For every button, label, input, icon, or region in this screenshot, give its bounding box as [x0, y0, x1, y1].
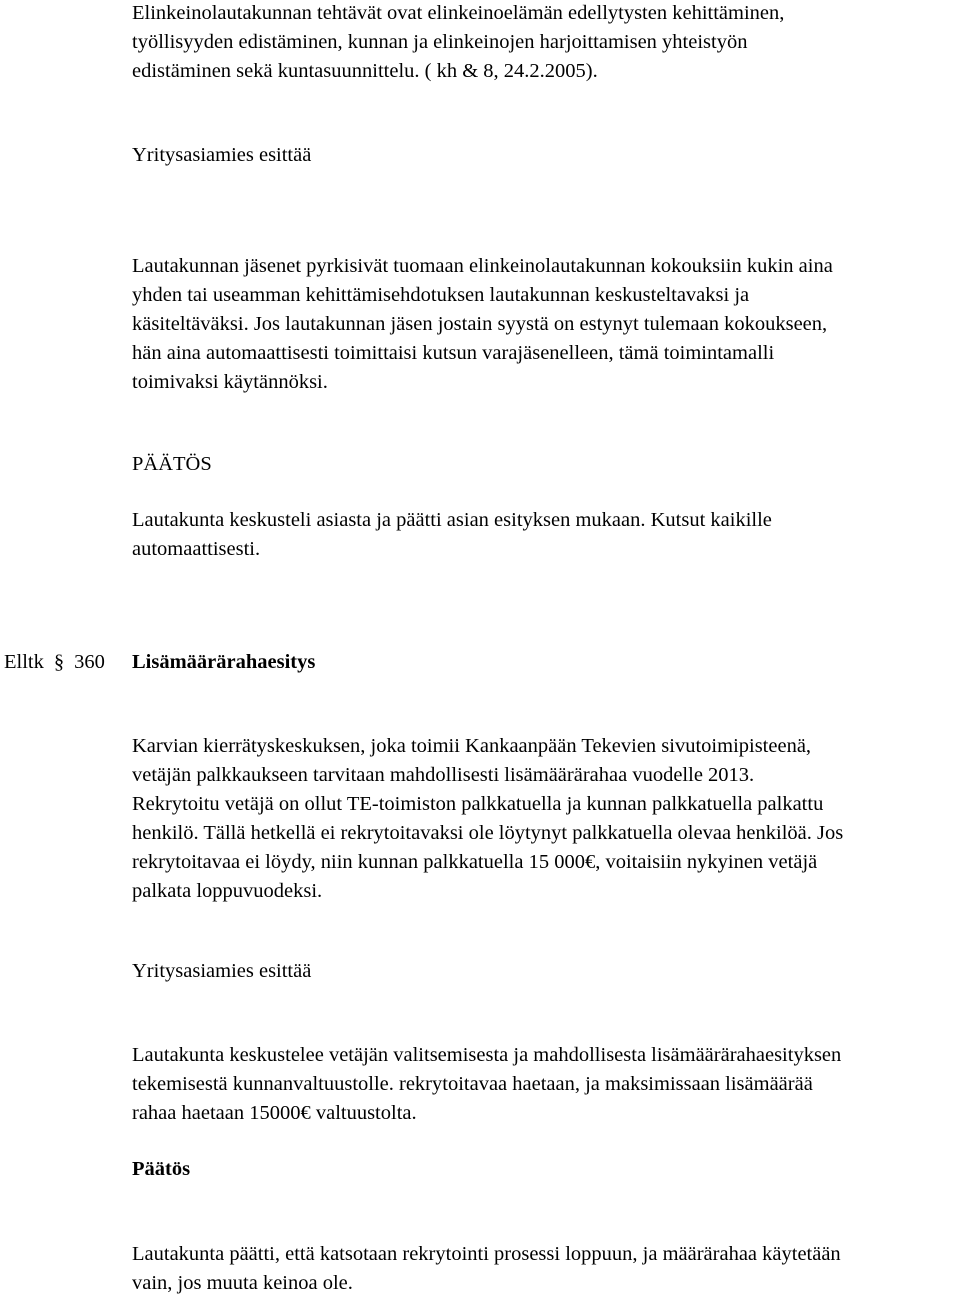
intro-paragraph: Elinkeinolautakunnan tehtävät ovat elinkeinoelämän edellytysten kehittäminen, työllisyyden edistäminen, kunnan ja elinkeinojen harjoittamisen yhteistyön edistäminen sekä kuntasuunnittelu. ( kh & 8, 24.2.2005).: [132, 2, 785, 82]
decision-heading: PÄÄTÖS: [132, 453, 212, 475]
section-decision-text: Lautakunta päätti, että katsotaan rekrytointi prosessi loppuun, ja määrärahaa käytetään vain, jos muuta keinoa ole.: [132, 1243, 841, 1294]
decision-text: Lautakunta keskusteli asiasta ja päätti asian esityksen mukaan. Kutsut kaikille automaattisesti.: [132, 509, 772, 560]
proposal-heading: Yritysasiamies esittää: [132, 144, 312, 166]
section-number-value: 360: [74, 651, 105, 673]
section-number: [4, 648, 128, 677]
section-prefix: Elltk: [4, 651, 44, 673]
section-proposal-text: Lautakunta keskustelee vetäjän valitsemisesta ja mahdollisesta lisämäärärahaesityksen tekemisestä kunnanvaltuustolle. rekrytoitavaa haetaan, ja maksimissaan lisämäärää rahaa haetaan 15000€ valtuustolta.: [132, 1044, 842, 1124]
section-sign-icon: §: [53, 651, 65, 673]
section-title: Lisämäärärahaesitys: [132, 651, 316, 673]
section-decision-heading: Päätös: [132, 1158, 191, 1180]
section-background-text: Karvian kierrätyskeskuksen, joka toimii Kankaanpään Tekevien sivutoimipisteenä, vetäjän palkkaukseen tarvitaan mahdollisesti lisämäärärahaa vuodelle 2013. Rekrytoitu vetäjä on ollut TE-toimiston palkkatuella ja kunnan palkkatuella palkattu henkilö. Tällä hetkellä ei rekrytoitavaksi ole löytynyt palkkatuella olevaa henkilöä. Jos rekrytoitavaa ei löydy, niin kunnan palkkatuella 15 000€, voitaisiin nykyinen vetäjä palkata loppuvuodeksi.: [132, 735, 844, 902]
proposal-text: Lautakunnan jäsenet pyrkisivät tuomaan elinkeinolautakunnan kokouksiin kukin aina yhden tai useamman kehittämisehdotuksen lautakunnan keskusteltavaksi ja käsiteltäväksi. Jos lautakunnan jäsen jostain syystä on estynyt tulemaan kokoukseen, hän aina automaattisesti toimittaisi kutsun varajäsenelleen, tämä toimintamalli toimivaksi käytännöksi.: [132, 255, 833, 393]
section-proposal-heading: Yritysasiamies esittää: [132, 960, 312, 982]
